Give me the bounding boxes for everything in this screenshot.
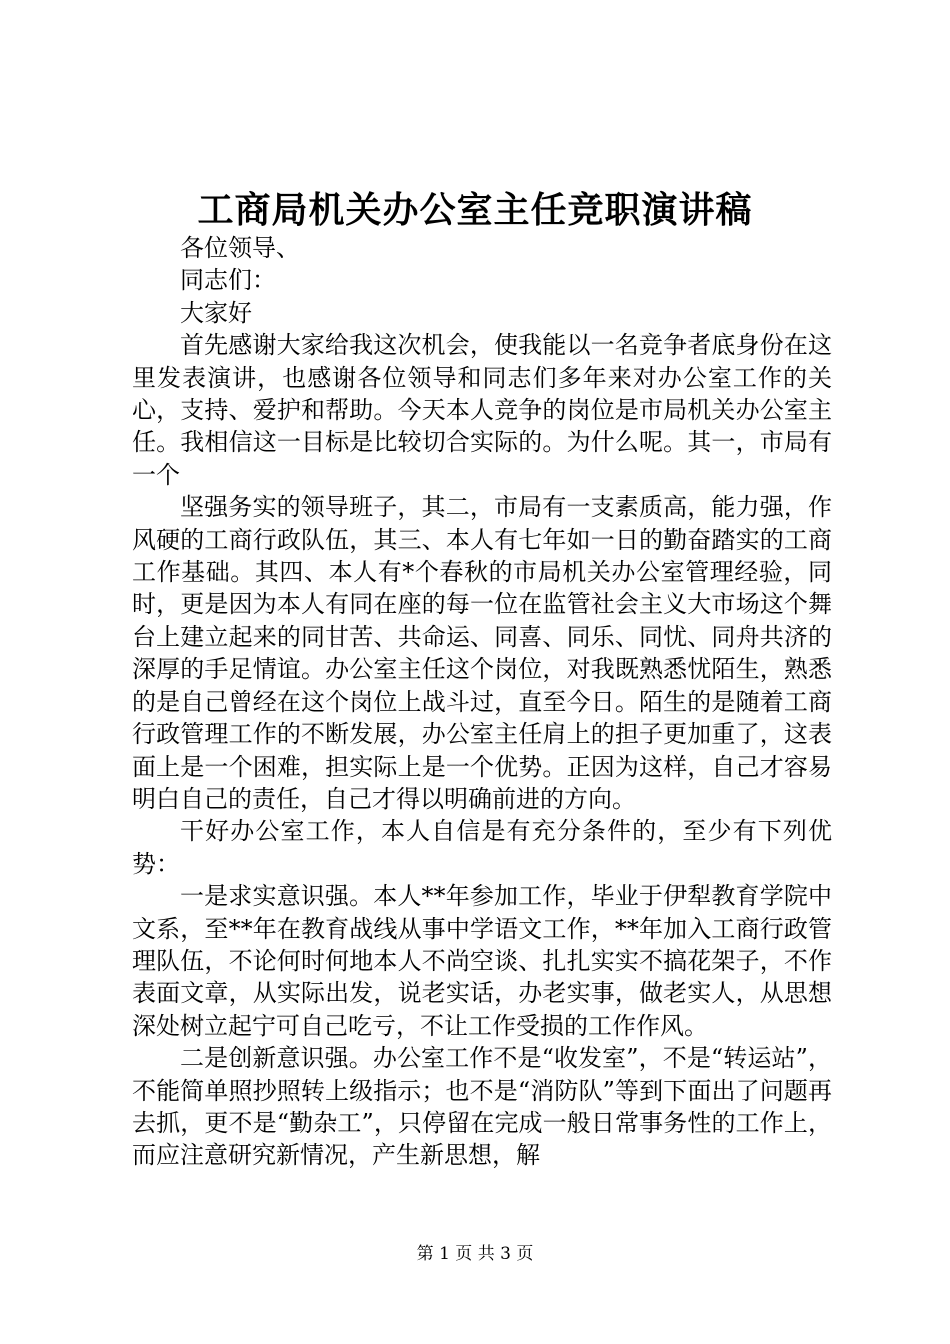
paragraph-reasons: 坚强务实的领导班子，其二，市局有一支素质高，能力强，作风硬的工商行政队伍，其三、本人有七年如一日的勤奋踏实的工商工作基础。其四、本人有*个春秋的市局机关办公室管理经验，同时，更是因为本人有同在座的每一位在监管社会主义大市场这个舞台上建立起来的同甘苦、共命运、同喜、同乐、同忧、同舟共济的深厚的手足情谊。办公室主任这个岗位，对我既熟悉忧陌生，熟悉的是自己曾经在这个岗位上战斗过，直至今日。陌生的是随着工商行政管理工作的不断发展，办公室主任肩上的担子更加重了，这表面上是一个困难，担实际上是一个优势。正因为这样，自己才容易明白自己的责任，自己才得以明确前进的方向。 — [132, 493, 832, 813]
paragraph-advantages: 干好办公室工作，本人自信是有充分条件的，至少有下列优势： — [132, 817, 832, 878]
greeting: 大家好 — [180, 298, 252, 327]
document-title: 工商局机关办公室主任竞职演讲稿 — [197, 189, 753, 231]
paragraph-innovation: 二是创新意识强。办公室工作不是“收发室”，不是“转运站”，不能简单照抄照转上级指示；也不是“消防队”等到下面出了问题再去抓，更不是“勤杂工”，只停留在完成一般日常事务性的工作上，而应注意研究新情况，产生新思想，解 — [132, 1044, 832, 1170]
salutation-leaders: 各位领导、 — [180, 234, 300, 262]
page-number: 第 1 页 共 3 页 — [416, 1244, 534, 1264]
paragraph-intro: 首先感谢大家给我这次机会，使我能以一名竞争者底身份在这里发表演讲，也感谢各位领导和同志们多年来对办公室工作的关心，支持、爱护和帮助。今天本人竞争的岗位是市局机关办公室主任。我相信这一目标是比较切合实际的。为什么呢。其一，市局有一个 — [132, 331, 832, 489]
salutation-comrades: 同志们： — [180, 266, 276, 295]
paragraph-practical: 一是求实意识强。本人**年参加工作，毕业于伊犁教育学院中文系，至**年在教育战线从事中学语文工作，**年加入工商行政管理队伍，不论何时何地本人不尚空谈、扎扎实实不搞花架子，不作表面文章，从实际出发，说老实话，办老实事，做老实人，从思想深处树立起宁可自己吃亏，不让工作受损的工作作风。 — [132, 882, 832, 1040]
document-body — [132, 232, 832, 1172]
